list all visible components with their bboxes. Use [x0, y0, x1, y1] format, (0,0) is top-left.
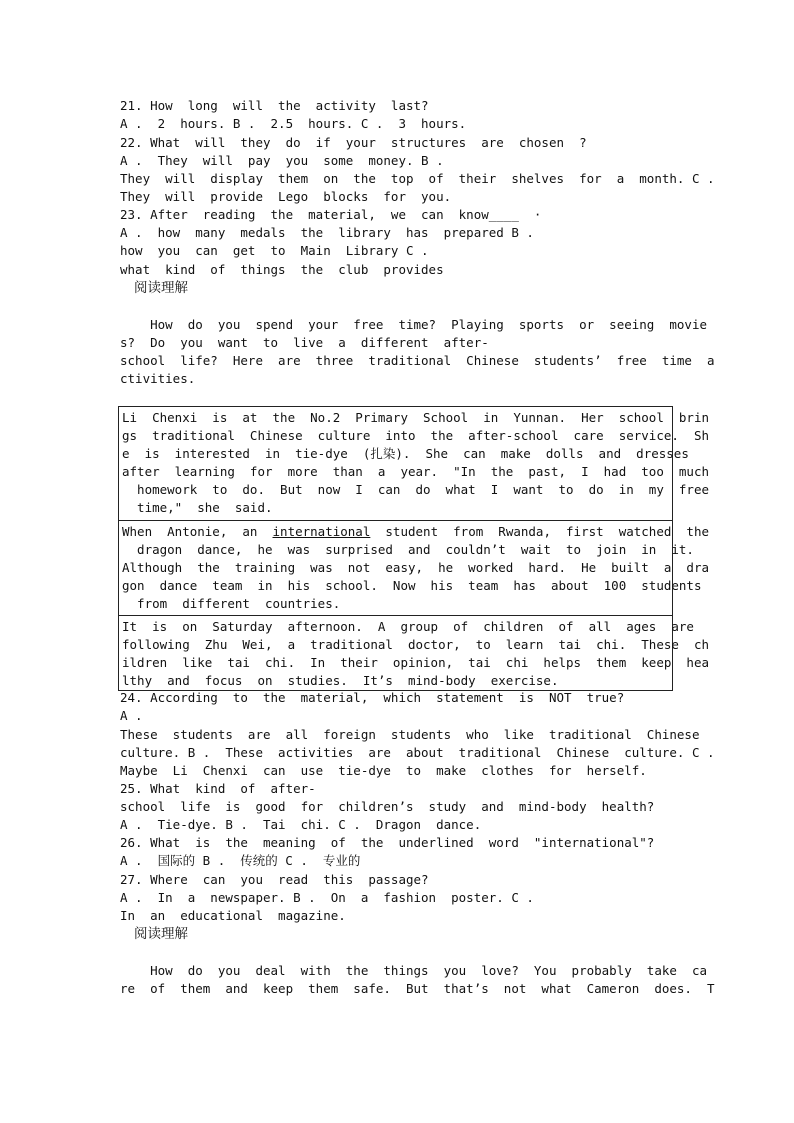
q21-stem: 21. How long will the activity last? [120, 98, 429, 113]
q22-option-a: A . They will pay you some money. B . [120, 153, 444, 168]
q25-stem: 25. What kind of after- [120, 781, 316, 796]
q22-option-b: They will display them on the top of their shelves for a month. C . [120, 171, 715, 186]
table-row-antonie [119, 521, 710, 616]
table-line: from different countries. [122, 595, 341, 611]
q22-stem: 22. What will they do if your structures are chosen ? [120, 135, 587, 150]
table-text: When Antonie, an [122, 523, 273, 539]
q27-options-ab: A . In a newspaper. B . On a fashion poster. C . [120, 890, 534, 905]
q26-stem: 26. What is the meaning of the underlined word "international"? [120, 835, 655, 850]
table-line: time," she said. [122, 500, 273, 516]
q24-option-b: culture. B . These activities are about traditional Chinese culture. C . [120, 745, 715, 760]
underlined-word: international [272, 523, 371, 539]
table-line: homework to do. But now I can do what I want to do in my free [122, 482, 709, 498]
table-line: It is on Saturday afternoon. A group of children of all ages are [122, 619, 694, 635]
q25-options: A . Tie-dye. B . Tai chi. C . Dragon dance. [120, 817, 482, 832]
table-line: after learning for more than a year. "In the past, I had too much [122, 464, 709, 480]
q23-option-c: what kind of things the club provides [120, 262, 444, 277]
section-heading-reading-1: 阅读理解 [134, 280, 188, 296]
intro1-line-4: ctivities. [120, 371, 196, 386]
q24-option-c: Maybe Li Chenxi can use tie-dye to make clothes for herself. [120, 763, 647, 778]
q23-option-a: A . how many medals the library has prepared B . [120, 225, 534, 240]
table-text: student from Rwanda, first watched the [370, 523, 710, 539]
q27-stem: 27. Where can you read this passage? [120, 872, 429, 887]
table-line: lthy and focus on studies. It’s mind-body exercise. [122, 673, 559, 689]
q21-options: A . 2 hours. B . 2.5 hours. C . 3 hours. [120, 116, 467, 131]
table-line: dragon dance, he was surprised and couldn’t wait to join in it. [122, 541, 694, 557]
q26-options: A . 国际的 B . 传统的 C . 专业的 [120, 853, 361, 868]
table-row-zhu-wei [119, 616, 709, 690]
section-heading-reading-2: 阅读理解 [134, 926, 188, 942]
table-line: following Zhu Wei, a traditional doctor, to learn tai chi. These ch [122, 637, 709, 653]
q23-option-b: how you can get to Main Library C . [120, 243, 429, 258]
q24-option-a-label: A . [120, 708, 143, 723]
q24-option-a: These students are all foreign students who like traditional Chinese [120, 727, 700, 742]
q22-option-c: They will provide Lego blocks for you. [120, 189, 452, 204]
q25-stem-cont: school life is good for children’s study and mind-body health? [120, 799, 655, 814]
table-line: ildren like tai chi. In their opinion, tai chi helps them keep hea [122, 655, 709, 671]
table-line [122, 523, 710, 541]
q27-option-c: In an educational magazine. [120, 908, 346, 923]
table-line: gon dance team in his school. Now his team has about 100 students [122, 577, 702, 593]
intro1-line-2: s? Do you want to live a different after- [120, 335, 489, 350]
table-line: gs traditional Chinese culture into the after-school care service. Sh [122, 428, 709, 444]
intro2-line-2: re of them and keep them safe. But that’s not what Cameron does. T [120, 981, 715, 996]
intro1-line-1: How do you spend your free time? Playing sports or seeing movie [120, 317, 707, 332]
q24-stem: 24. According to the material, which statement is NOT true? [120, 690, 625, 705]
intro1-line-3: school life? Here are three traditional Chinese students’ free time a [120, 353, 715, 368]
table-line: Although the training was not easy, he worked hard. He built a dra [122, 559, 709, 575]
passage-table [118, 406, 710, 691]
table-line: e is interested in tie-dye (扎染). She can make dolls and dresses [122, 446, 689, 462]
table-line: Li Chenxi is at the No.2 Primary School in Yunnan. Her school brin [122, 410, 709, 425]
table-row-li-chenxi [119, 407, 709, 521]
q23-stem: 23. After reading the material, we can know____ · [120, 207, 542, 222]
intro2-line-1: How do you deal with the things you love? You probably take ca [120, 963, 707, 978]
